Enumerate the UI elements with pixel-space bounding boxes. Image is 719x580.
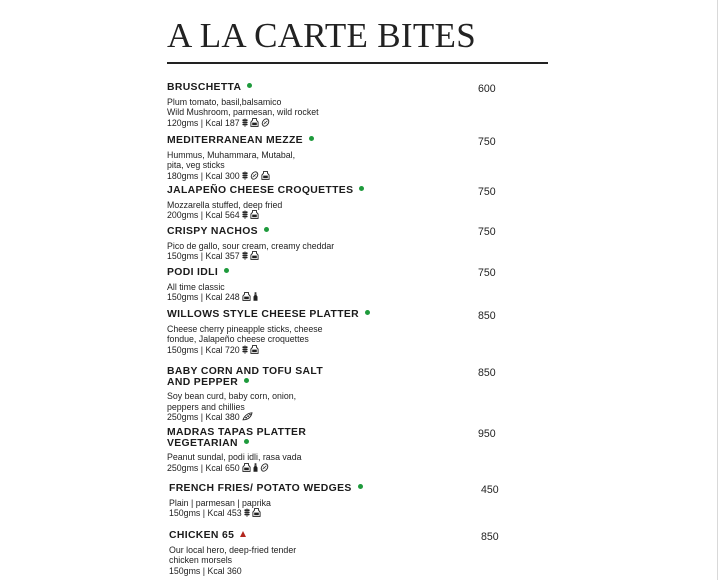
item-portion-text: 150gms | Kcal 453: [169, 508, 242, 519]
item-name: [167, 378, 527, 389]
item-portion-text: 150gms | Kcal 720: [167, 344, 240, 355]
item-portion-text: 180gms | Kcal 300: [167, 170, 240, 181]
item-name-text: FRENCH FRIES/ POTATO WEDGES: [169, 483, 352, 494]
item-price: 600: [478, 83, 496, 95]
item-description: Wild Mushroom, parmesan, wild rocket: [167, 107, 319, 118]
item-name-text: PODI IDLI: [167, 267, 219, 278]
item-portion: [167, 251, 527, 263]
item-description: Plain | parmesan | paprika: [169, 497, 271, 508]
menu-item-willows-style-cheese-platter: [167, 310, 527, 356]
item-name-text: MADRAS TAPAS PLATTER: [167, 427, 307, 438]
item-description: peppers and chillies: [167, 401, 245, 412]
item-portion: [167, 210, 527, 222]
item-name-text: CRISPY NACHOS: [167, 226, 258, 237]
nuts-icon: [261, 118, 270, 130]
item-description: Mozzarella stuffed, deep fried: [167, 199, 283, 210]
item-name-text: JALAPEÑO CHEESE CROQUETTES: [167, 185, 354, 196]
item-description: fondue, Jalapeño cheese croquettes: [167, 334, 309, 345]
item-portion: [167, 292, 527, 304]
item-portion: [169, 508, 529, 520]
item-name-text: BABY CORN AND TOFU SALT: [167, 366, 324, 377]
veg-indicator-icon: [244, 378, 249, 383]
dairy-icon: [242, 463, 251, 475]
item-price: 850: [478, 310, 496, 322]
item-portion: [169, 566, 529, 577]
item-description: Hummus, Muhammara, Mutabal,: [167, 149, 296, 160]
gluten-icon: [242, 118, 248, 130]
sesame-icon: [253, 463, 258, 475]
menu-item-madras-tapas-platter-vegetarian: [167, 428, 527, 474]
item-description: Our local hero, deep-fried tender: [169, 544, 297, 555]
menu-item-bruschetta: [167, 83, 527, 129]
item-description: All time classic: [167, 281, 225, 292]
item-description: Plum tomato, basil,balsamico: [167, 96, 282, 107]
item-portion-text: 250gms | Kcal 650: [167, 462, 240, 473]
menu-item-crispy-nachos: [167, 227, 527, 263]
menu-item-podi-idli: [167, 268, 527, 304]
item-name-text: MEDITERRANEAN MEZZE: [167, 135, 303, 146]
nuts-icon: [260, 463, 269, 475]
menu-item-chicken-65: [169, 531, 529, 576]
nuts-icon: [250, 171, 259, 183]
dairy-icon: [261, 171, 270, 183]
gluten-icon: [244, 508, 250, 520]
item-portion-text: 150gms | Kcal 248: [167, 292, 240, 303]
menu-item-baby-corn-and-tofu-salt-and-pepper: [167, 367, 527, 424]
veg-indicator-icon: [358, 484, 363, 489]
veg-indicator-icon: [359, 186, 364, 191]
gluten-icon: [242, 210, 248, 222]
item-name-text: BRUSCHETTA: [167, 82, 242, 93]
veg-indicator-icon: [264, 227, 269, 232]
sesame-icon: [253, 292, 258, 304]
item-price: 750: [478, 267, 496, 279]
page-edge: [717, 0, 718, 580]
dairy-icon: [250, 210, 259, 222]
item-description: pita, veg sticks: [167, 160, 225, 171]
menu-item-jalapeno-cheese-croquettes: [167, 186, 527, 222]
item-price: 850: [478, 367, 496, 379]
veg-indicator-icon: [224, 268, 229, 273]
item-name-text: VEGETARIAN: [167, 437, 238, 449]
item-name: [167, 268, 527, 279]
item-description: chicken morsels: [169, 555, 233, 566]
item-description: Peanut sundal, podi idli, rasa vada: [167, 452, 302, 462]
item-name: [167, 186, 527, 197]
dairy-icon: [250, 251, 259, 263]
gluten-icon: [242, 251, 248, 263]
item-name-text: AND PEPPER: [167, 376, 239, 388]
item-portion: [167, 118, 527, 130]
item-price: 750: [478, 186, 496, 198]
veg-indicator-icon: [244, 439, 249, 444]
item-name: [167, 136, 527, 147]
item-portion-text: 200gms | Kcal 564: [167, 210, 240, 221]
item-name: [167, 310, 527, 321]
veg-indicator-icon: [309, 136, 314, 141]
item-portion: [167, 171, 527, 183]
page-title: A LA CARTE BITES: [167, 16, 476, 55]
soy-icon: [242, 412, 253, 424]
item-name-text: WILLOWS STYLE CHEESE PLATTER: [167, 309, 360, 320]
item-name: [167, 227, 527, 238]
item-description: Pico de gallo, sour cream, creamy cheddar: [167, 240, 335, 251]
item-price: 750: [478, 136, 496, 148]
gluten-icon: [242, 345, 248, 357]
item-description: Cheese cherry pineapple sticks, cheese: [167, 323, 323, 334]
item-price: 950: [478, 428, 496, 440]
item-portion: [167, 345, 527, 357]
dairy-icon: [242, 292, 251, 304]
non-veg-indicator-icon: [240, 531, 246, 537]
gluten-icon: [242, 171, 248, 183]
title-underline: [167, 62, 548, 64]
item-name: [169, 531, 529, 542]
item-description: Soy bean curd, baby corn, onion,: [167, 391, 297, 401]
item-name-text: CHICKEN 65: [169, 530, 235, 541]
item-name: [167, 439, 527, 450]
item-name: [167, 83, 527, 94]
item-name: [169, 484, 529, 495]
item-price: 450: [481, 484, 499, 496]
item-portion-text: 250gms | Kcal 380: [167, 412, 240, 423]
item-portion: [167, 463, 527, 475]
item-portion: [167, 412, 527, 424]
item-price: 750: [478, 226, 496, 238]
veg-indicator-icon: [365, 310, 370, 315]
item-portion-text: 150gms | Kcal 357: [167, 251, 240, 262]
item-portion-text: 150gms | Kcal 360: [169, 565, 242, 576]
dairy-icon: [250, 118, 259, 130]
menu-item-french-fries-potato-wedges: [169, 484, 529, 520]
veg-indicator-icon: [247, 83, 252, 88]
dairy-icon: [250, 345, 259, 357]
item-price: 850: [481, 531, 499, 543]
menu-item-mediterranean-mezze: [167, 136, 527, 182]
dairy-icon: [252, 508, 261, 520]
item-portion-text: 120gms | Kcal 187: [167, 117, 240, 128]
